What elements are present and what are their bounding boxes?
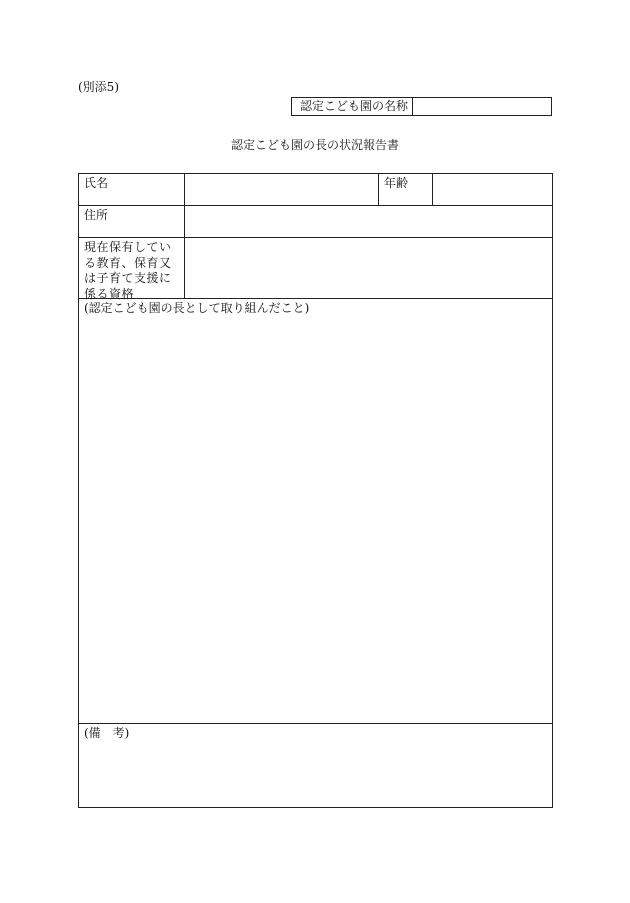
facility-name-box	[291, 97, 552, 116]
report-form	[78, 173, 553, 808]
address-label: 住所	[79, 206, 185, 237]
name-label: 氏名	[79, 174, 185, 205]
document-title: 認定こども園の長の状況報告書	[230, 138, 399, 152]
facility-name-label: 認定こども園の名称	[292, 98, 413, 115]
facility-name-field[interactable]	[413, 98, 551, 115]
name-row	[79, 174, 552, 206]
remarks-heading: (備 考)	[84, 726, 130, 740]
efforts-heading: (認定こども園の長として取り組んだこと)	[84, 301, 310, 315]
qualification-field[interactable]	[185, 238, 552, 298]
qualification-row	[79, 238, 552, 299]
qualification-label: 現在保有している教育、保育又は子育て支援に係る資格	[79, 238, 185, 298]
address-field[interactable]	[185, 206, 552, 237]
address-row	[79, 206, 552, 238]
remarks-section[interactable]	[79, 724, 552, 807]
efforts-section[interactable]	[79, 299, 552, 724]
attachment-label: (別添5)	[78, 80, 119, 94]
age-field[interactable]	[433, 174, 552, 205]
age-label: 年齢	[379, 174, 433, 205]
name-field[interactable]	[185, 174, 379, 205]
